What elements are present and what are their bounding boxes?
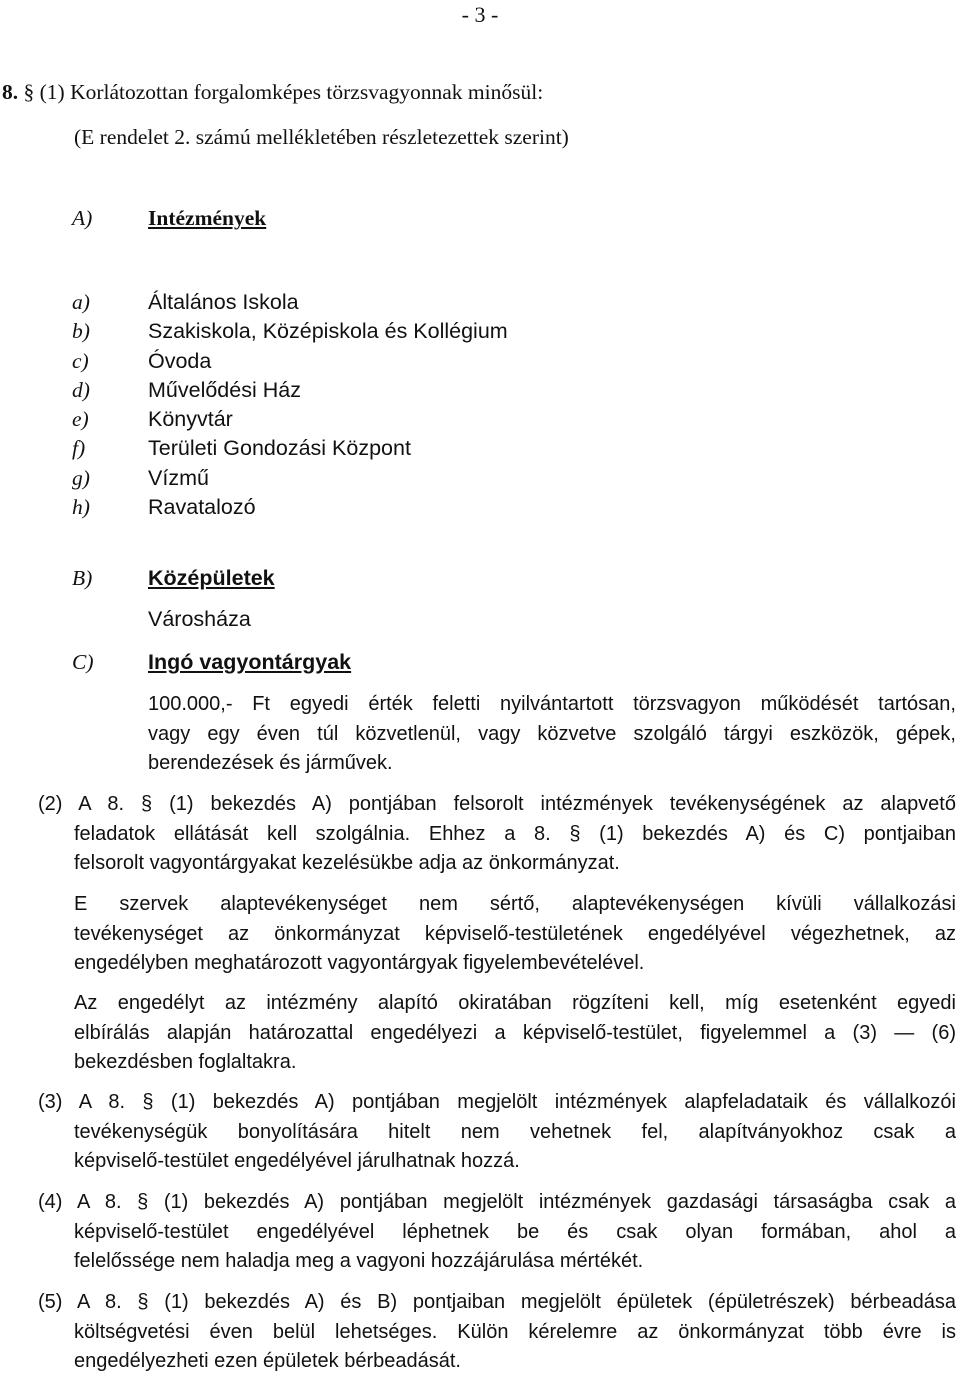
group-b-item: Városháza bbox=[148, 607, 251, 631]
text-line: (4) A 8. § (1) bekezdés A) pontjában megjelölt intézmények gazdasági társaságba csak a bbox=[38, 1191, 956, 1213]
paragraph-3 bbox=[38, 1088, 956, 1177]
text-line: (3) A 8. § (1) bekezdés A) pontjában megjelölt intézmények alapfeladataik és vállalkozói bbox=[38, 1091, 956, 1113]
text-line: engedélyezheti ezen épületek bérbeadását. bbox=[74, 1350, 461, 1372]
group-c-description bbox=[148, 690, 956, 779]
paragraph-2 bbox=[38, 790, 956, 879]
section-heading bbox=[2, 78, 902, 108]
paragraph-sign: § bbox=[23, 80, 35, 104]
text-line: képviselő-testület engedélyével járulhatnak hozzá. bbox=[74, 1150, 520, 1172]
group-a-items bbox=[148, 288, 848, 522]
text-line: tevékenységet az önkormányzat képviselő-testületének engedélyével végezhetnek, az bbox=[74, 922, 956, 945]
list-item-letter: g) bbox=[72, 465, 90, 490]
list-item: Óvoda bbox=[148, 348, 212, 373]
group-b-letter: B) bbox=[72, 566, 93, 590]
text-line: bekezdésben foglaltakra. bbox=[74, 1051, 297, 1073]
text-line: elbírálás alapján határozattal engedélyezi a képviselő-testület, figyelemmel a (3) — (6) bbox=[74, 1021, 956, 1044]
list-item-letter: d) bbox=[72, 377, 90, 402]
page-number: - 3 - bbox=[461, 2, 499, 27]
paragraph-2b bbox=[74, 890, 956, 979]
text-line: felsorolt vagyontárgyakat kezelésükbe adja az önkormányzat. bbox=[74, 852, 620, 874]
list-item: Általános Iskola bbox=[148, 290, 299, 314]
list-item-letter: f) bbox=[72, 436, 86, 461]
list-item: Szakiskola, Középiskola és Kollégium bbox=[148, 319, 508, 344]
list-item-letter: h) bbox=[72, 495, 90, 520]
group-a-letters bbox=[72, 288, 124, 522]
group-c-title: Ingó vagyontárgyak bbox=[148, 650, 352, 674]
text-line: felelőssége nem haladja meg a vagyoni hozzájárulása mértékét. bbox=[74, 1250, 644, 1272]
text-line: tevékenységük bonyolítására hitelt nem vehetnek fel, alapítványokhoz csak a bbox=[74, 1120, 956, 1143]
section-subtitle: (E rendelet 2. számú mellékletében részletezettek szerint) bbox=[74, 125, 569, 149]
section-number: 8. bbox=[2, 80, 19, 104]
text-line: (5) A 8. § (1) bekezdés A) és B) pontjaiban megjelölt épületek (épületrészek) bérbeadása bbox=[38, 1291, 956, 1313]
text-line: (2) A 8. § (1) bekezdés A) pontjában felsorolt intézmények tevékenységének az alapvető bbox=[38, 793, 956, 815]
text-line: vagy egy éven túl közvetlenül, vagy közvetve szolgáló tárgyi eszközök, gépek, bbox=[148, 722, 956, 745]
list-item: Ravatalozó bbox=[148, 495, 256, 520]
section-heading-text: (1) Korlátozottan forgalomképes törzsvagyonnak minősül: bbox=[39, 80, 544, 104]
text-line: feladatok ellátását kell szolgálnia. Ehhez a 8. § (1) bekezdés A) és C) pontjaiban bbox=[74, 822, 956, 845]
text-line: képviselő-testület engedélyével léphetnek be és csak olyan formában, ahol a bbox=[74, 1220, 956, 1243]
list-item-letter: b) bbox=[72, 319, 90, 344]
paragraph-4 bbox=[38, 1188, 956, 1277]
list-item: Művelődési Ház bbox=[148, 377, 301, 402]
paragraph-2c bbox=[74, 989, 956, 1078]
list-item: Könyvtár bbox=[148, 407, 233, 432]
group-a-title: Intézmények bbox=[148, 206, 267, 230]
text-line: E szervek alaptevékenységet nem sértő, alaptevékenységen kívüli vállalkozási bbox=[74, 893, 956, 915]
text-line: Az engedélyt az intézmény alapító okiratában rögzíteni kell, míg esetenként egyedi bbox=[74, 992, 956, 1014]
list-item: Területi Gondozási Központ bbox=[148, 436, 411, 461]
text-line: 100.000,- Ft egyedi érték feletti nyilvántartott törzsvagyon működését tartósan, bbox=[148, 693, 956, 715]
group-c-letter: C) bbox=[72, 650, 94, 674]
list-item-letter: a) bbox=[72, 290, 90, 314]
text-line: engedélyben meghatározott vagyontárgyak figyelembevételével. bbox=[74, 952, 645, 974]
list-item-letter: e) bbox=[72, 407, 89, 432]
group-b-title: Középületek bbox=[148, 566, 275, 590]
paragraph-5 bbox=[38, 1288, 956, 1377]
text-line: költségvetési éven belül lehetséges. Külön kérelemre az önkormányzat több évre is bbox=[74, 1320, 956, 1343]
group-a-letter: A) bbox=[72, 206, 93, 230]
list-item: Vízmű bbox=[148, 465, 209, 490]
text-line: berendezések és járművek. bbox=[148, 752, 393, 774]
list-item-letter: c) bbox=[72, 348, 89, 373]
